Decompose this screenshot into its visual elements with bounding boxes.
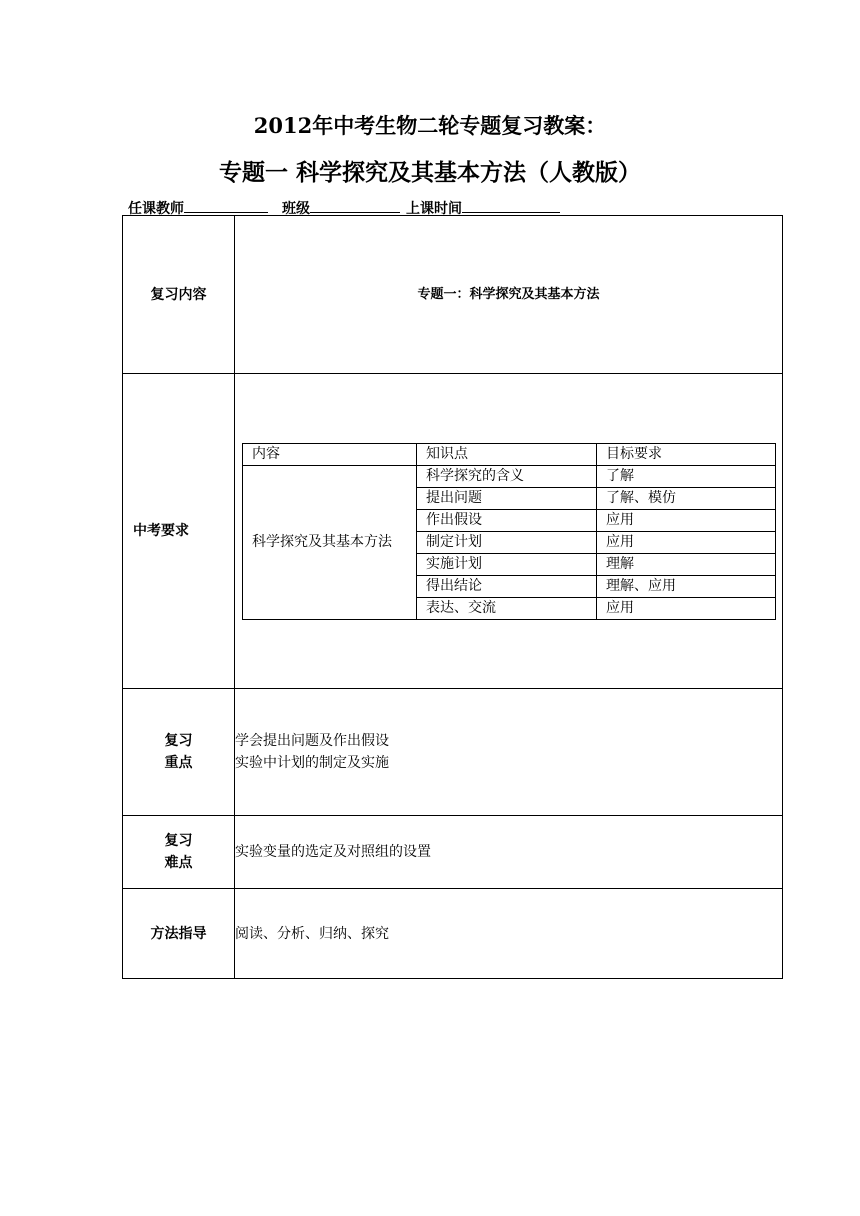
knowledge-point-cell: 提出问题: [417, 487, 597, 509]
difficulties-value: 实验变量的选定及对照组的设置: [235, 816, 783, 889]
header-goal: 目标要求: [597, 443, 776, 465]
goal-cell: 应用: [597, 531, 776, 553]
requirements-table: [242, 443, 776, 620]
key-point-line: 学会提出问题及作出假设: [235, 733, 389, 749]
exam-requirements-label: 中考要求: [123, 374, 235, 689]
row-review-content: [123, 216, 783, 374]
row-difficulties: [123, 816, 783, 889]
knowledge-point-cell: 实施计划: [417, 553, 597, 575]
method-label: 方法指导: [123, 889, 235, 979]
goal-cell: 应用: [597, 509, 776, 531]
requirements-header-row: [243, 443, 776, 465]
key-points-value: [235, 689, 783, 816]
review-content-value: 专题一：科学探究及其基本方法: [235, 216, 783, 374]
table-row: [243, 465, 776, 487]
knowledge-point-cell: 制定计划: [417, 531, 597, 553]
goal-cell: 应用: [597, 597, 776, 619]
goal-cell: 了解: [597, 465, 776, 487]
knowledge-point-cell: 科学探究的含义: [417, 465, 597, 487]
goal-cell: 了解、模仿: [597, 487, 776, 509]
review-content-label: 复习内容: [123, 216, 235, 374]
knowledge-point-cell: 表达、交流: [417, 597, 597, 619]
row-exam-requirements: [123, 374, 783, 689]
teacher-blank: [184, 198, 268, 213]
merged-content-cell: 科学探究及其基本方法: [243, 465, 417, 619]
goal-cell: 理解、应用: [597, 575, 776, 597]
row-method: [123, 889, 783, 979]
teacher-label: 任课教师: [128, 201, 184, 217]
header-content: 内容: [243, 443, 417, 465]
lesson-plan-table: [122, 215, 783, 979]
method-value: 阅读、分析、归纳、探究: [235, 889, 783, 979]
class-label: 班级: [282, 201, 310, 217]
knowledge-point-cell: 得出结论: [417, 575, 597, 597]
header-knowledge-point: 知识点: [417, 443, 597, 465]
key-points-label: 复习 重点: [123, 689, 235, 816]
class-blank: [310, 198, 400, 213]
document-title: 2012年中考生物二轮专题复习教案：: [253, 113, 607, 138]
time-blank: [462, 198, 560, 213]
document-subtitle: 专题一 科学探究及其基本方法（人教版）: [218, 159, 641, 186]
difficulties-label: 复习 难点: [123, 816, 235, 889]
goal-cell: 理解: [597, 553, 776, 575]
row-key-points: [123, 689, 783, 816]
key-point-line: 实验中计划的制定及实施: [235, 755, 389, 771]
knowledge-point-cell: 作出假设: [417, 509, 597, 531]
time-label: 上课时间: [406, 201, 462, 217]
